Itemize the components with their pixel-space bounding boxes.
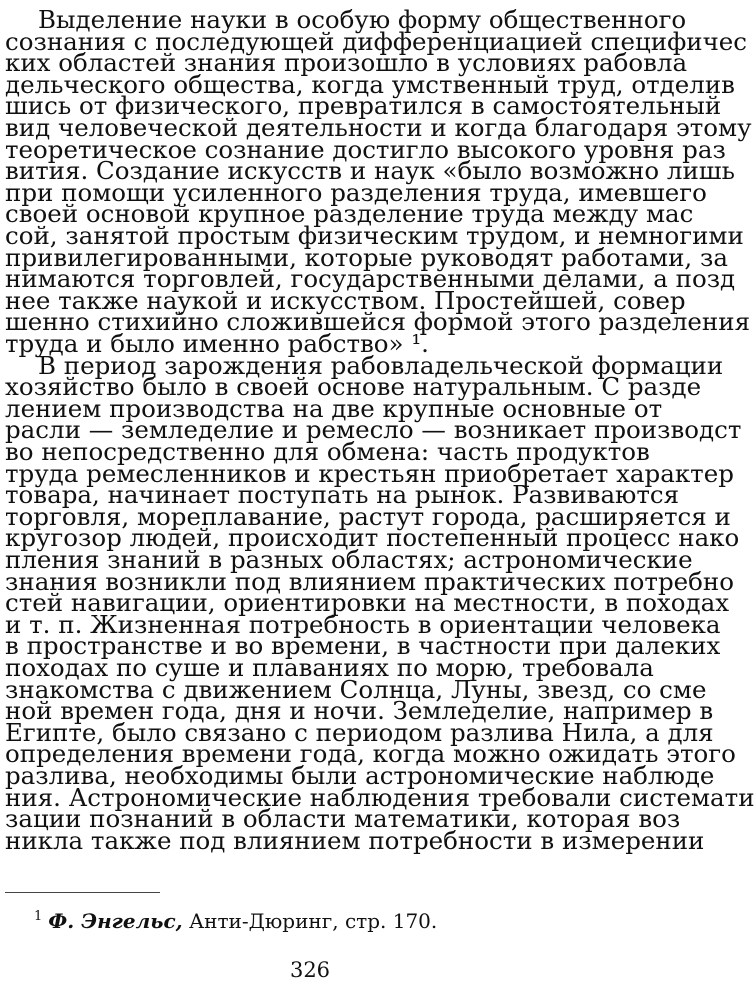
- text-line: нимаются торговлей, государственными делами, а позд: [5, 264, 736, 294]
- text-line: дельческого общества, когда умственный труд, отделив: [5, 69, 735, 99]
- text-line: вития. Создание искусств и наук «было возможно лишь: [5, 156, 735, 186]
- text-line: теоретическое сознание достигло высокого уровня раз: [5, 134, 726, 164]
- text-line: определения времени года, когда можно ожидать этого: [5, 739, 736, 769]
- text-line: шись от физического, превратился в самостоятельный: [5, 91, 722, 121]
- text-line: при помощи усиленного разделения труда, имевшего: [5, 177, 707, 207]
- text-line: расли — земледелие и ремесло — возникает производст: [5, 415, 742, 445]
- text-line: знания возникли под влиянием практических потребно: [5, 566, 734, 596]
- text-line: хозяйство было в своей основе натуральным. С разде: [5, 372, 702, 402]
- text-line: никла также под влиянием потребности в измерении: [5, 825, 705, 855]
- text-line: сой, занятой простым физическим трудом, и немногими: [5, 221, 744, 250]
- text-line: труда и было именно рабство» ¹.: [5, 329, 429, 358]
- text-line: и т. п. Жизненная потребность в ориентации человека: [5, 609, 721, 639]
- text-line: зации познаний в области математики, которая воз: [5, 804, 681, 834]
- text-line: лением производства на две крупные основные от: [5, 393, 663, 423]
- text-line: кругозор людей, происходит постепенный процесс нако: [5, 523, 740, 553]
- text-line: шенно стихийно сложившейся формой этого разделения: [5, 307, 751, 337]
- page-number: 326: [289, 958, 331, 982]
- text-line: своей основой крупное разделение труда между мас: [5, 199, 694, 229]
- text-line: стей навигации, ориентировки на местности, в походах: [5, 588, 730, 618]
- text-line: В период зарождения рабовладельческой формации: [38, 350, 724, 380]
- footnote-mark: 1: [34, 909, 43, 925]
- text-line: во непосредственно для обмена: часть продуктов: [5, 437, 650, 466]
- text-line: вид человеческой деятельности и когда благодаря этому: [5, 113, 752, 142]
- text-line: товара, начинает поступать на рынок. Развиваются: [5, 480, 680, 510]
- text-line: привилегированными, которые руководят работами, за: [5, 242, 728, 272]
- text-line: нее также наукой и искусством. Простейшей, совер: [5, 285, 686, 315]
- text-line: ной времен года, дня и ночи. Земледелие, например в: [5, 696, 714, 726]
- footnote-separator: [5, 892, 160, 893]
- text-line: ких областей знания произошло в условиях рабовла: [5, 48, 688, 78]
- text-line: знакомства с движением Солнца, Луны, звезд, со сме: [5, 674, 707, 704]
- text-line: Египте, было связано с периодом разлива Нила, а для: [5, 717, 714, 747]
- text-line: пления знаний в разных областях; астрономические: [5, 545, 693, 574]
- text-line: сознания с последующей дифференциацией специфичес: [5, 26, 747, 56]
- text-line: торговля, мореплавание, растут города, расширяется и: [5, 501, 731, 531]
- text-line: труда ремесленников и крестьян приобретает характер: [5, 458, 734, 488]
- footnote-author: Ф. Энгельс,: [48, 909, 183, 933]
- text-line: походах по суше и плаваниях по морю, требовала: [5, 653, 654, 682]
- footnote: [34, 908, 437, 934]
- text-line: в пространстве и во времени, в частности при далеких: [5, 631, 721, 661]
- text-line: ния. Астрономические наблюдения требовали системати: [5, 782, 755, 812]
- text-line: Выделение науки в особую форму общественного: [38, 5, 687, 34]
- text-line: разлива, необходимы были астрономические наблюде: [5, 761, 715, 790]
- footnote-text: Анти-Дюринг, стр. 170.: [188, 909, 438, 933]
